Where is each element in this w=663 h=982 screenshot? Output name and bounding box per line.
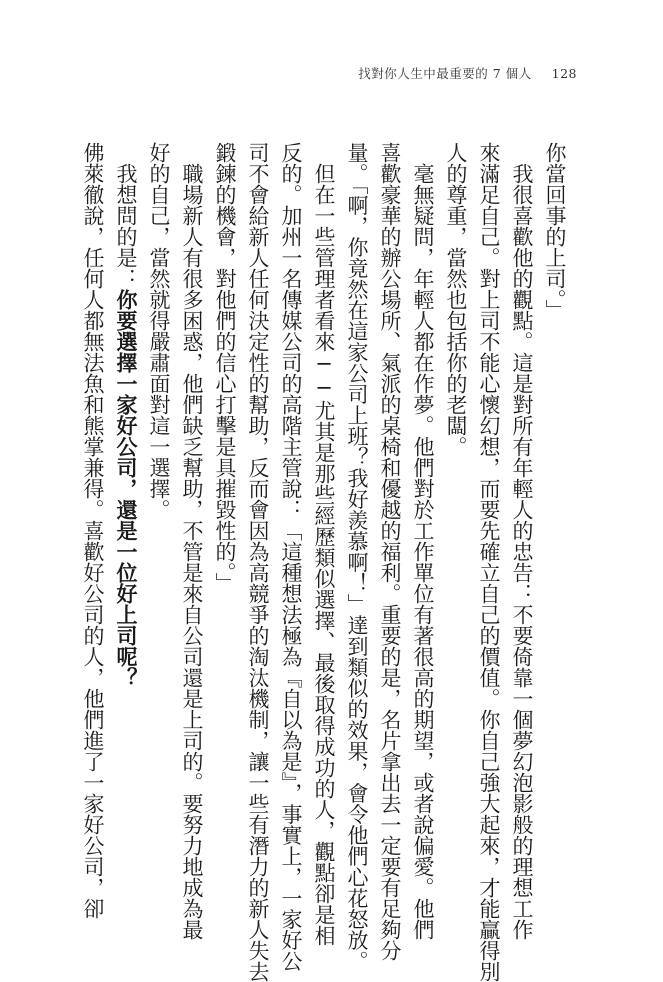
text-column-9: 反的。加州一名傳媒公司的高階主管說：「這種想法極為『自以為是』，事實上，一家好公 [279, 142, 303, 972]
text-column-7: 量。「啊，你竟然在這家公司上班？我好羨慕啊！」達到類似的效果，會令他們心花怒放。 [345, 142, 369, 972]
text-column-4: 人的尊重，當然也包括你的老闆。 [444, 142, 468, 457]
text-column-5: 毫無疑問，年輕人都在作夢。他們對於工作單位有著很高的期望，或者說偏愛。他們 [411, 142, 435, 940]
bold-question: 你要選擇一家好公司，還是一位好上司呢？ [114, 289, 139, 688]
page-number: 128 [551, 66, 577, 81]
text-column-15: 佛萊徹說，任何人都無法魚和熊掌兼得。喜歡好公司的人，他們進了一家好公司，卻 [81, 142, 105, 919]
text-column-3: 來滿足自己。對上司不能心懷幻想，而要先確立自己的價值。你自己強大起來，才能贏得別 [477, 142, 501, 982]
running-header [358, 64, 577, 82]
text-column-10: 司不會給新人任何決定性的幫助，反而會因為高競爭的淘汰機制，讓一些有潛力的新人失去 [246, 142, 270, 982]
text-column-11: 鍛鍊的機會，對他們的信心打擊是具摧毀性的。」 [213, 142, 237, 594]
text-column-6: 喜歡豪華的辦公場所、氣派的桌椅和優越的福利。重要的是，名片拿出去一定要有足夠分 [378, 142, 402, 961]
text-column-13: 好的自己，當然就得嚴肅面對這一選擇。 [147, 142, 171, 520]
text-column-8: 但在一些管理者看來──尤其是那些經歷類似選擇、最後取得成功的人，觀點卻是相 [312, 142, 336, 946]
text-column-12: 職場新人有很多困惑，他們缺乏幫助，不管是來自公司還是上司的。要努力地成為最 [180, 142, 204, 940]
text-column-2: 我很喜歡他的觀點。這是對所有年輕人的忠告：不要倚靠一個夢幻泡影般的理想工作 [510, 142, 534, 940]
book-title: 找對你人生中最重要的 7 個人 [358, 66, 532, 81]
text-column-14 [114, 142, 138, 688]
question-lead: 我想問的是： [114, 142, 138, 289]
text-column-1: 你當回事的上司。」 [543, 142, 567, 321]
